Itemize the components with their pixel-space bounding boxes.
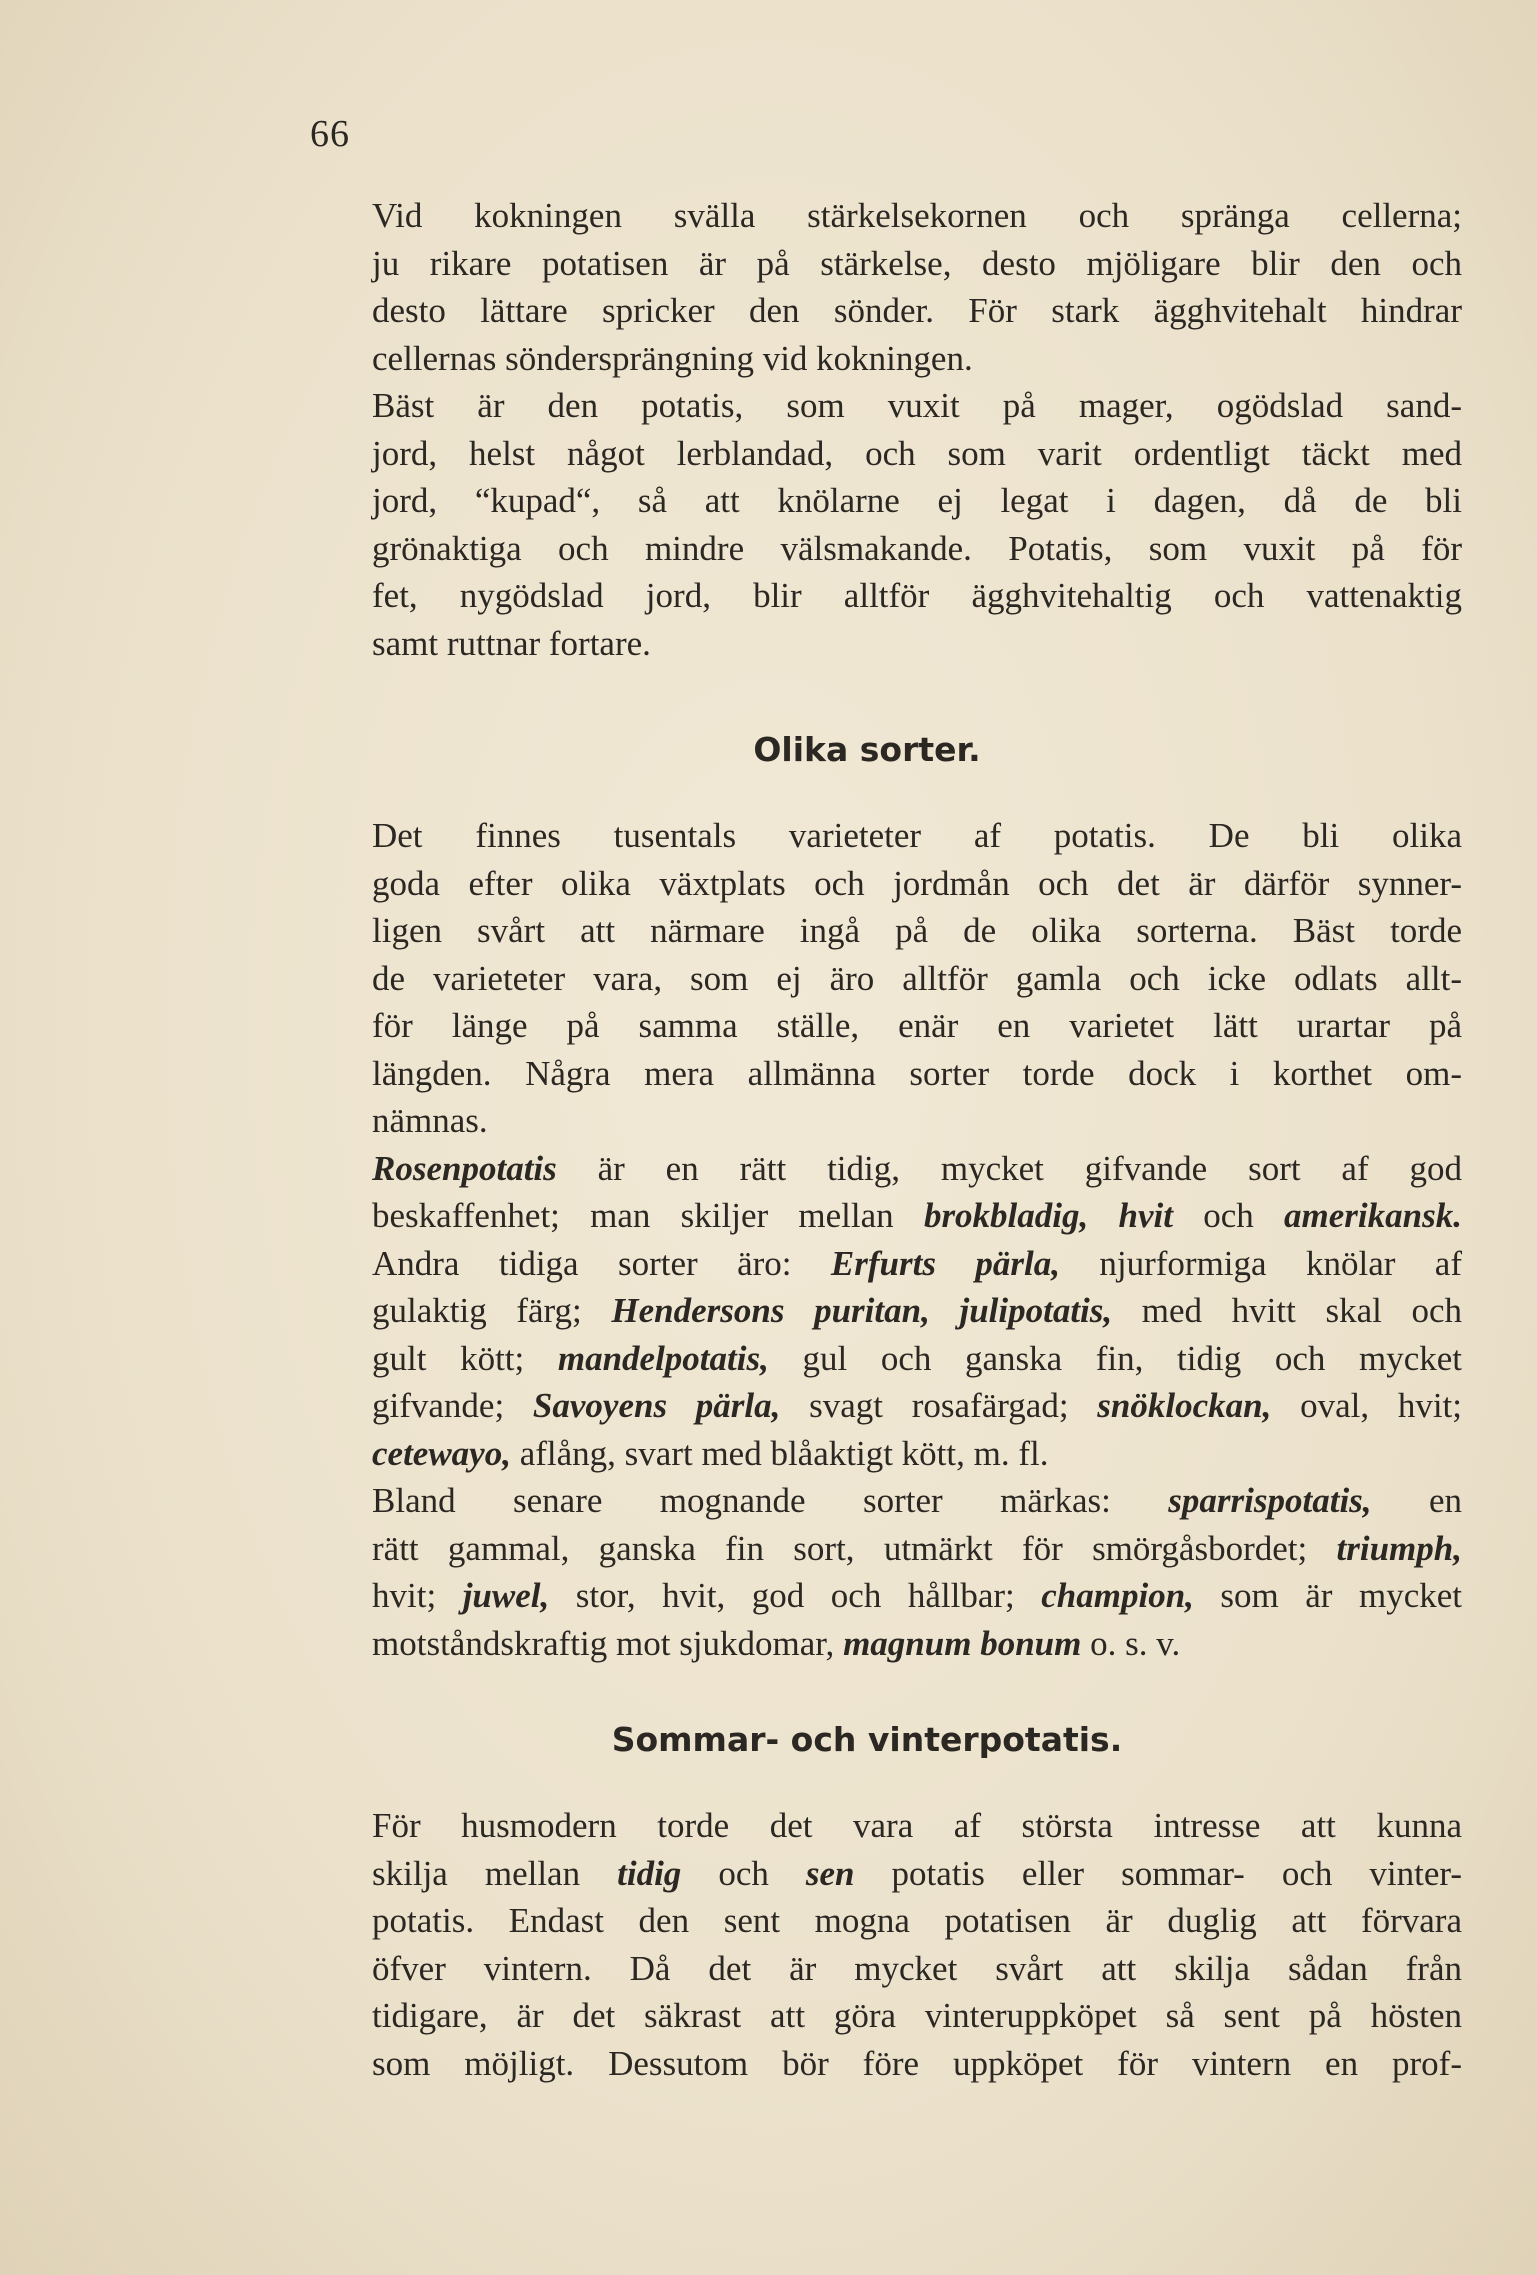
variety-name: brokbladig,: [923, 1196, 1089, 1235]
variety-name: Erfurts pärla,: [830, 1243, 1060, 1283]
text-run: en: [1371, 1481, 1462, 1520]
text-line: potatis. Endast den sent mogna potatisen är duglig att förvara: [372, 1901, 1462, 1940]
text-line: desto lättare spricker den sönder. För stark ägghvitehalt hindrar: [372, 291, 1462, 330]
text-run: oval, hvit;: [1271, 1386, 1462, 1425]
text-run: aflång, svart med blåaktigt kött, m. fl.: [510, 1433, 1049, 1473]
text-run: Andra tidiga sorter äro:: [372, 1243, 831, 1283]
emphasis: sen: [805, 1853, 855, 1893]
text-line: [272, 1525, 1462, 1573]
variety-name: hvit: [1118, 1196, 1173, 1235]
text-line: [272, 1287, 1462, 1335]
text-run: svagt rosafärgad;: [780, 1386, 1098, 1425]
text-run: gul och ganska fin, tidig och mycket: [768, 1338, 1462, 1378]
text-line: [272, 1620, 1462, 1668]
paragraph: [272, 1802, 1462, 2087]
text-run: [1088, 1196, 1118, 1235]
page-number: 66: [310, 113, 350, 155]
text-line: grönaktiga och mindre välsmakande. Potatis, som vuxit på för: [372, 528, 1462, 568]
text-line: jord, “kupad“, så att knölarne ej legat i dagen, då de bli: [372, 481, 1462, 520]
text-run: gifvande;: [372, 1386, 533, 1425]
text-line: [272, 1335, 1462, 1383]
variety-name: triumph,: [1336, 1528, 1462, 1568]
emphasis: tidig: [617, 1853, 682, 1893]
text-line: cellernas söndersprängning vid kokningen.: [372, 338, 973, 378]
text-line: [272, 1572, 1462, 1620]
text-line: [272, 1430, 1462, 1478]
text-line: som möjligt. Dessutom bör före uppköpet för vintern en prof-: [372, 2043, 1462, 2083]
text-run: som är mycket: [1193, 1576, 1462, 1615]
text-run: beskaffenhet; man skiljer mellan: [372, 1196, 924, 1235]
text-line: ligen svårt att närmare ingå på de olika sorterna. Bäst torde: [372, 911, 1462, 950]
text-run: potatis eller sommar- och vinter-: [854, 1853, 1462, 1893]
variety-name: magnum bonum: [843, 1623, 1082, 1663]
text-run: o. s. v.: [1081, 1623, 1181, 1663]
text-line: nämnas.: [372, 1101, 488, 1140]
text-line: Vid kokningen svälla stärkelsekornen och spränga cellerna;: [372, 196, 1462, 235]
text-line: [272, 1382, 1462, 1430]
text-line: goda efter olika växtplats och jordmån och det är därför synner-: [372, 863, 1462, 903]
text-line: [272, 1240, 1462, 1288]
variety-name: sparrispotatis,: [1168, 1481, 1372, 1520]
variety-name: cetewayo,: [372, 1433, 511, 1473]
text-run: njurformiga knölar af: [1059, 1243, 1462, 1283]
text-line: För husmodern torde det vara af största intresse att kunna: [372, 1806, 1462, 1845]
text-line: [272, 1477, 1462, 1525]
text-line: [272, 1192, 1462, 1240]
text-line: Bäst är den potatis, som vuxit på mager, ogödslad sand-: [372, 386, 1462, 425]
text-run: motståndskraftig mot sjukdomar,: [372, 1623, 844, 1663]
section-intro: [272, 192, 1462, 667]
variety-name: juwel,: [462, 1576, 550, 1615]
text-run: och: [681, 1853, 806, 1893]
variety-name: amerikansk.: [1284, 1196, 1462, 1235]
text-line: längden. Några mera allmänna sorter torde dock i korthet om-: [372, 1053, 1462, 1093]
text-run: stor, hvit, god och hållbar;: [549, 1576, 1042, 1615]
section-heading: Olika sorter.: [753, 730, 981, 769]
variety-name: Hendersons puritan, julipotatis,: [611, 1291, 1113, 1330]
text-run: skilja mellan: [372, 1853, 618, 1893]
text-line: [272, 1145, 1462, 1193]
paragraph: [272, 382, 1462, 667]
variety-name: Savoyens pärla,: [532, 1386, 781, 1425]
text-line: de varieteter vara, som ej äro alltför gamla och icke odlats allt-: [372, 958, 1462, 998]
variety-name: mandelpotatis,: [557, 1338, 769, 1378]
text-line: ju rikare potatisen är på stärkelse, desto mjöligare blir den och: [372, 243, 1462, 283]
text-run: är en rätt tidig, mycket gifvande sort af god: [556, 1148, 1462, 1188]
section-varieties: [272, 812, 1462, 1667]
text-run: gult kött;: [372, 1338, 558, 1378]
text-line: [272, 1850, 1462, 1898]
paragraph: [272, 1477, 1462, 1667]
paragraph: [272, 812, 1462, 1145]
text-run: hvit;: [372, 1576, 463, 1615]
paragraph: [272, 1145, 1462, 1478]
paragraph: [272, 192, 1462, 382]
text-line: jord, helst något lerblandad, och som varit ordentligt täckt med: [372, 433, 1462, 473]
text-line: öfver vintern. Då det är mycket svårt att skilja sådan från: [372, 1948, 1462, 1988]
section-heading: Sommar- och vinterpotatis.: [611, 1720, 1123, 1759]
section-summer-winter: [272, 1802, 1462, 2087]
text-run: och: [1172, 1196, 1285, 1235]
variety-name: snöklockan,: [1097, 1386, 1272, 1425]
text-line: samt ruttnar fortare.: [372, 623, 651, 663]
variety-name: champion,: [1041, 1576, 1194, 1615]
text-run: gulaktig färg;: [372, 1291, 612, 1330]
text-run: rätt gammal, ganska fin sort, utmärkt för smörgåsbordet;: [372, 1528, 1337, 1568]
text-line: Det finnes tusentals varieteter af potatis. De bli olika: [372, 816, 1462, 855]
variety-name: Rosenpotatis: [372, 1148, 557, 1188]
text-line: fet, nygödslad jord, blir alltför ägghvitehaltig och vattenaktig: [372, 576, 1462, 615]
text-run: Bland senare mognande sorter märkas:: [372, 1481, 1169, 1520]
text-line: för länge på samma ställe, enär en varietet lätt urartar på: [372, 1006, 1462, 1045]
text-line: tidigare, är det säkrast att göra vinteruppköpet så sent på hösten: [372, 1996, 1462, 2035]
text-run: med hvitt skal och: [1112, 1291, 1462, 1330]
